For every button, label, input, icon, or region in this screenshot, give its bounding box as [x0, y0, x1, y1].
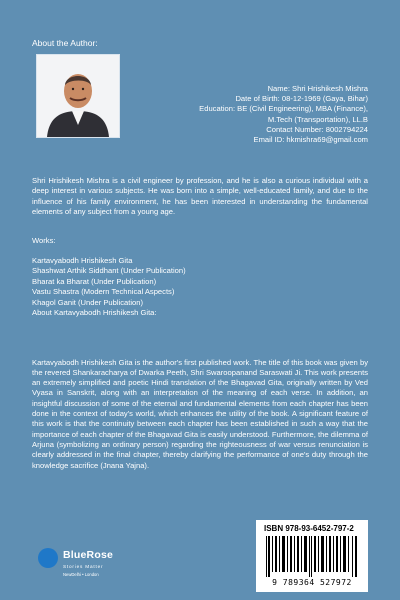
works-heading: Works: [32, 236, 56, 245]
author-photo [36, 54, 120, 138]
author-contact: Contact Number: 8002794224 [266, 124, 368, 134]
publisher-tagline: Stories Matter [63, 564, 104, 569]
bluerose-logo-icon [38, 548, 58, 568]
works-item: Khagol Ganit (Under Publication) [32, 297, 144, 307]
about-author-heading: About the Author: [32, 38, 98, 48]
publisher-name: BlueRose [63, 549, 114, 561]
works-item: Shashwat Arthik Siddhant (Under Publication) [32, 266, 186, 276]
publisher-cities: NewDelhi • London [63, 572, 99, 577]
author-name: Name: Shri Hrishikesh Mishra [267, 84, 368, 93]
barcode-panel [256, 520, 368, 592]
works-item: Vastu Shastra (Modern Technical Aspects) [32, 287, 175, 297]
barcode-icon [264, 536, 360, 577]
book-description: Kartavyabodh Hrishikesh Gita is the author's first published work. The title of this book was given by the revered Shankaracharya of Dwarka Peeth, Shri Swaroopanand Saraswati Ji. This work presents an extremely simplified and poetic Hindi translation of the Bhagavad Gita, originally written by Ved Vyasa in Sanskrit, along with an interpretation of the meaning of each verse. In addition, an insightful discussion of some of the eternal and fundamental elements from each chapter has been done in the context of today's world, which enhances the utility of the book. A significant feature of this work is that the continuity between each chapter has been established in such a way that the importance of each chapter of the Bhagavad Gita is easily understood. Furthermore, the dilemma of Arjuna (symbolizing an ordinary person) regarding the righteousness of war versus renunciation is clearly addressed in the final chapter, thereby clarifying the performance of one's duty through the knowledge sacrifice (Jnana Yajna). [32, 357, 368, 470]
barcode-number: 9 789364 527972 [272, 578, 352, 587]
works-item: Bharat ka Bharat (Under Publication) [32, 276, 157, 286]
author-email: Email ID: hkmishra69@gmail.com [253, 135, 368, 145]
works-item: About Kartavyabodh Hrishikesh Gita: [32, 308, 157, 318]
publisher-logo [38, 546, 128, 586]
author-bio: Shri Hrishikesh Mishra is a civil engineer by profession, and he is also a curious individual with a deep interest in various subjects. He was born into a simple, well-educated family, and due to the influence of his family environment, he has been interested in understanding the fundamental elements of any subject from a young age. [32, 175, 368, 217]
author-education: Education: BE (Civil Engineering), MBA (Finance), [199, 104, 368, 114]
works-list [32, 256, 186, 318]
author-education-continued: M.Tech (Transportation), LL.B [267, 114, 368, 124]
isbn-label: ISBN 978-93-6452-797-2 [264, 524, 354, 533]
author-portrait-icon [37, 55, 119, 137]
author-dob: Date of Birth: 08-12-1969 (Gaya, Bihar) [235, 94, 368, 104]
works-item: Kartavyabodh Hrishikesh Gita [32, 256, 133, 265]
author-details [138, 84, 368, 145]
